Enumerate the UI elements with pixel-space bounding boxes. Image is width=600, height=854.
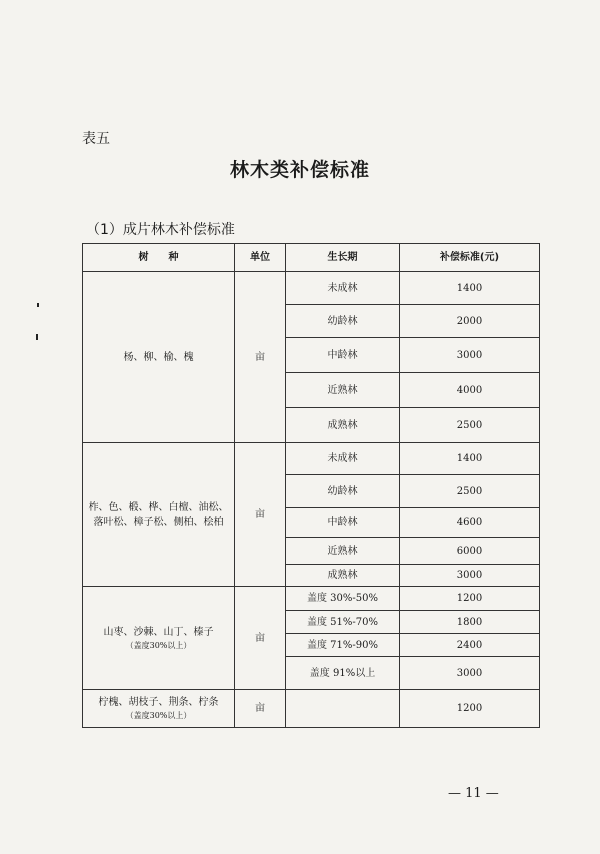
stage-cell: 未成林: [286, 272, 400, 305]
amount-cell: 1200: [400, 587, 540, 611]
species-name: 山枣、沙棘、山丁、榛子: [103, 626, 214, 638]
unit-cell: 亩: [235, 443, 286, 587]
coverage-note: （盖度30%以上）: [125, 711, 192, 720]
amount-cell: 4000: [400, 373, 540, 408]
stage-cell: 幼龄林: [286, 475, 400, 508]
amount-cell: 4600: [400, 508, 540, 538]
stage-cell: 盖度 91%以上: [286, 657, 400, 690]
margin-mark: [36, 334, 38, 340]
unit-cell: 亩: [235, 587, 286, 690]
header-amount: 补偿标准(元): [400, 244, 540, 272]
stage-cell: 未成林: [286, 443, 400, 475]
page-number: — 11 —: [448, 786, 499, 801]
stage-cell: 近熟林: [286, 373, 400, 408]
stage-cell: [286, 690, 400, 728]
table-row: [83, 690, 540, 728]
species-cell: [83, 587, 235, 690]
table-row: [83, 272, 540, 305]
unit-cell: 亩: [235, 272, 286, 443]
amount-cell: 1400: [400, 443, 540, 475]
species-cell: [83, 690, 235, 728]
table-row: [83, 443, 540, 475]
amount-cell: 6000: [400, 538, 540, 565]
species-name: 杨、柳、榆、槐: [123, 351, 194, 363]
species-name: 柞、色、椴、桦、白檀、油松、落叶松、樟子松、侧柏、桧柏: [88, 501, 229, 528]
header-unit: 单位: [235, 244, 286, 272]
amount-cell: 1800: [400, 611, 540, 634]
amount-cell: 2500: [400, 408, 540, 443]
species-cell: [83, 272, 235, 443]
amount-cell: 2000: [400, 305, 540, 338]
species-cell: [83, 443, 235, 587]
table-subtitle: （1）成片林木补偿标准: [86, 222, 235, 238]
species-name: 柠槐、胡枝子、荆条、柠条: [98, 697, 219, 708]
page-title: 林木类补偿标准: [229, 159, 370, 181]
amount-cell: 2500: [400, 475, 540, 508]
stage-cell: 中龄林: [286, 508, 400, 538]
amount-cell: 3000: [400, 565, 540, 587]
table-label: 表五: [82, 131, 110, 147]
compensation-table: [82, 243, 540, 728]
table-row: [83, 587, 540, 611]
stage-cell: 成熟林: [286, 565, 400, 587]
stage-cell: 盖度 51%-70%: [286, 611, 400, 634]
stage-cell: 盖度 71%-90%: [286, 634, 400, 657]
table-header-row: [83, 244, 540, 272]
stage-cell: 中龄林: [286, 338, 400, 373]
amount-cell: 2400: [400, 634, 540, 657]
stage-cell: 成熟林: [286, 408, 400, 443]
unit-cell: 亩: [235, 690, 286, 728]
margin-mark: [37, 303, 39, 307]
stage-cell: 幼龄林: [286, 305, 400, 338]
stage-cell: 近熟林: [286, 538, 400, 565]
header-species: 树 种: [83, 244, 235, 272]
stage-cell: 盖度 30%-50%: [286, 587, 400, 611]
header-stage: 生长期: [286, 244, 400, 272]
amount-cell: 3000: [400, 657, 540, 690]
amount-cell: 1400: [400, 272, 540, 305]
coverage-note: （盖度30%以上）: [125, 640, 192, 650]
amount-cell: 3000: [400, 338, 540, 373]
amount-cell: 1200: [400, 690, 540, 728]
